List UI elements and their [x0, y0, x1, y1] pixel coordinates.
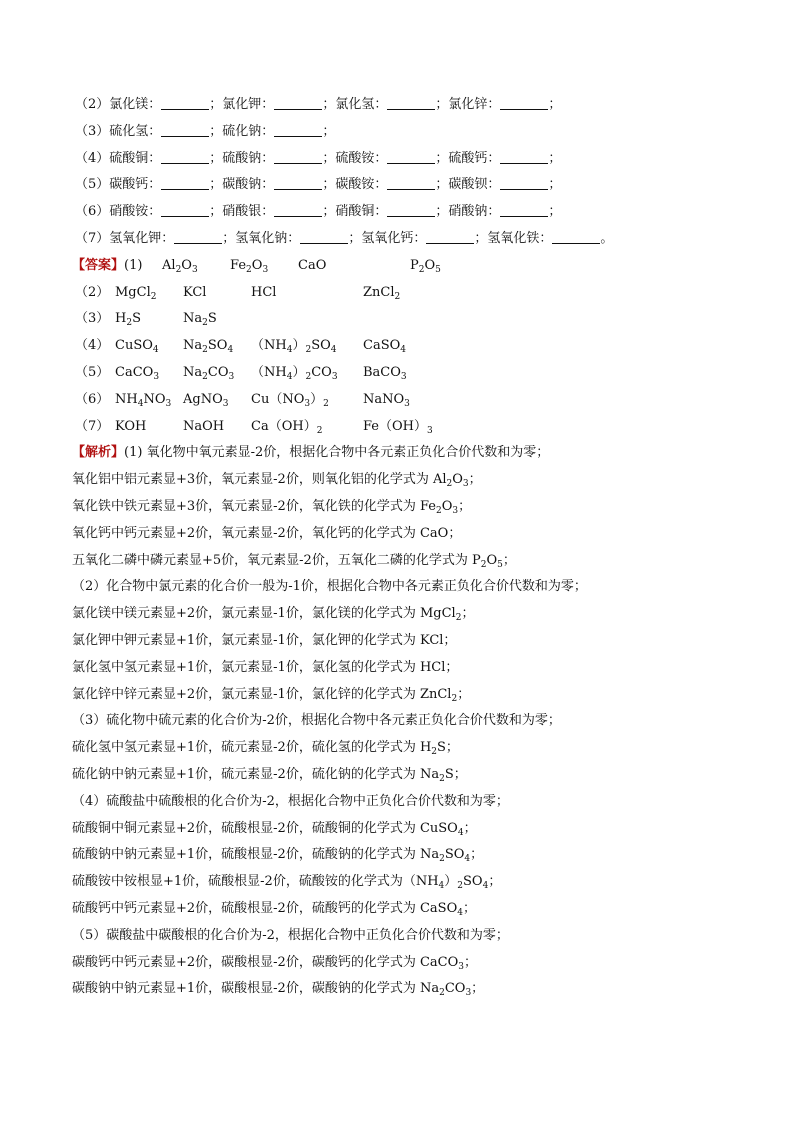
question-number: （5） [75, 177, 110, 193]
analysis-text: （3）硫化物中硫元素的化合价为-2价，根据化合物中各元素正负化合价代数和为零； [72, 713, 561, 729]
answer-blank[interactable] [274, 151, 322, 164]
answer-formula: HCl [251, 284, 277, 300]
question-label: ；硫酸铵： [322, 150, 388, 166]
analysis-line [72, 873, 501, 891]
analysis-line [72, 525, 461, 543]
answer-number: （5） [75, 365, 110, 380]
question-label: ；硫化钠： [209, 123, 275, 139]
analysis-line [72, 712, 561, 730]
analysis-text: 氯化锌中锌元素显+2价，氯元素显-1价，氯化锌的化学式为 ZnCl$_2$； [72, 686, 471, 704]
question-line [75, 176, 561, 194]
answer-blank[interactable] [300, 231, 348, 244]
answer-formula: $H_2S$ [115, 311, 141, 329]
question-number: （7） [75, 231, 110, 246]
analysis-text: （5）碳酸盐中碳酸根的化合价为-2，根据化合物中正负化合价代数和为零； [72, 927, 509, 943]
answer-blank[interactable] [426, 231, 474, 244]
analysis-text: 碳酸钙中钙元素显+2价，碳酸根显-2价，碳酸钙的化学式为 CaCO$_3$； [72, 954, 478, 972]
answer-formula: $Fe_2O_3$ [230, 257, 269, 275]
answer-formula: NaNO$_3$ [363, 391, 410, 409]
analysis-line [72, 954, 477, 972]
analysis-text: (1) 氧化物中氧元素显-2价，根据化合物中各元素正负化合价代数和为零； [124, 445, 550, 461]
analysis-text: 氯化氢中氢元素显+1价，氯元素显-1价，氯化氢的化学式为 HCl； [72, 659, 459, 675]
answer-formula: $Na_2SO_4$ [183, 338, 234, 356]
answer-formula: $(NH_4)_2SO_4$ [251, 338, 337, 356]
answer-formula: AgNO$_3$ [183, 391, 229, 409]
analysis-line [72, 820, 477, 838]
analysis-text: 氧化钙中钙元素显+2价，氧元素显-2价，氧化钙的化学式为 CaO； [72, 525, 462, 541]
answer-row [75, 337, 675, 355]
answer-formula: $P_2O_5$ [410, 257, 441, 275]
answer-blank[interactable] [500, 97, 548, 110]
question-line [75, 230, 613, 248]
analysis-text: （4）硫酸盐中硫酸根的化合价为-2，根据化合物中正负化合价代数和为零； [72, 793, 509, 809]
answer-formula: CaCO$_3$ [115, 365, 160, 382]
question-line [75, 203, 561, 221]
answer-formula: $Al_2O_3$ [162, 257, 198, 275]
answer-formula: CuSO$_4$ [115, 338, 159, 356]
answer-row [75, 310, 675, 328]
answer-formula: BaCO$_3$ [363, 365, 407, 382]
answer-number: (1) [124, 257, 143, 273]
question-label: 硫酸铜： [109, 150, 162, 166]
analysis-line [72, 846, 483, 864]
question-label: ； [322, 123, 336, 139]
answer-row [75, 364, 675, 382]
analysis-line [72, 739, 459, 757]
answer-row [72, 257, 672, 275]
answer-row [75, 284, 675, 302]
question-number: （4） [75, 150, 110, 166]
analysis-line [72, 578, 587, 596]
question-number: （3） [75, 123, 110, 139]
question-line [75, 123, 335, 141]
question-label: ；硫酸钙： [435, 150, 501, 166]
answer-formula: $(NH_4)_2CO_3$ [251, 365, 338, 382]
question-label: 硫化氢： [109, 123, 162, 139]
answer-blank[interactable] [274, 97, 322, 110]
answer-blank[interactable] [552, 231, 600, 244]
answer-formula: KCl [183, 284, 207, 300]
analysis-tag: 【解析】 [72, 445, 125, 461]
answer-formula: $Na_2CO_3$ [183, 365, 235, 382]
answer-tag: 【答案】 [72, 257, 125, 273]
answer-blank[interactable] [161, 97, 209, 110]
answer-row [75, 418, 675, 436]
question-label: ；氢氧化铁： [474, 231, 553, 246]
answer-formula: KOH [115, 418, 147, 434]
analysis-line [72, 498, 471, 516]
answer-formula: $Ca(OH)_2$ [251, 418, 323, 436]
answer-blank[interactable] [274, 177, 322, 190]
question-label: ；硫酸钠： [209, 150, 275, 166]
analysis-line [72, 659, 458, 677]
question-label: ；氢氧化钠： [222, 231, 301, 246]
analysis-line [72, 980, 484, 998]
question-label: ； [548, 204, 562, 220]
analysis-text: 氯化镁中镁元素显+2价，氯元素显-1价，氯化镁的化学式为 MgCl$_2$； [72, 606, 475, 624]
answer-row [75, 391, 675, 409]
analysis-text: 硫酸钠中钠元素显+1价，硫酸根显-2价，硫酸钠的化学式为 $Na_2SO_4$； [72, 847, 484, 865]
analysis-text: 硫酸铜中铜元素显+2价，硫酸根显-2价，硫酸铜的化学式为 CuSO$_4$； [72, 820, 477, 838]
analysis-line [72, 471, 482, 489]
answer-formula: MgCl$_2$ [115, 284, 157, 302]
answer-blank[interactable] [500, 204, 548, 217]
question-line [75, 96, 561, 114]
answer-formula: CaO [298, 257, 327, 273]
answer-blank[interactable] [500, 177, 548, 190]
answer-formula: $NH_4NO_3$ [115, 391, 172, 409]
answer-blank[interactable] [500, 151, 548, 164]
analysis-line [72, 766, 467, 784]
question-label: ；氢氧化钙： [348, 231, 427, 246]
analysis-line [72, 927, 509, 945]
analysis-line [72, 444, 549, 462]
answer-formula: NaOH [183, 418, 225, 434]
question-label: ； [548, 97, 562, 112]
analysis-line [72, 552, 516, 570]
analysis-text: 五氧化二磷中磷元素显+5价，氧元素显-2价，五氧化二磷的化学式为 $P_2O_5$； [72, 552, 516, 570]
answer-blank[interactable] [161, 124, 209, 137]
analysis-text: 氧化铁中铁元素显+3价，氧元素显-2价，氧化铁的化学式为 $Fe_2O_3$； [72, 499, 472, 516]
question-label: 硝酸铵： [109, 204, 162, 220]
analysis-line [72, 793, 509, 811]
question-label: ；氯化钾： [209, 97, 275, 112]
question-label: ；碳酸钠： [209, 177, 275, 193]
analysis-text: 硫化氢中氢元素显+1价，硫元素显-2价，硫化氢的化学式为 $H_2S$； [72, 740, 459, 758]
question-number: （6） [75, 204, 110, 220]
analysis-text: 碳酸钠中钠元素显+1价，碳酸根显-2价，碳酸钠的化学式为 $Na_2CO_3$； [72, 981, 485, 999]
question-label: ；硝酸银： [209, 204, 275, 220]
answer-formula: $Fe(OH)_3$ [363, 418, 433, 436]
question-label: ；氯化锌： [435, 97, 501, 112]
answer-blank[interactable] [161, 177, 209, 190]
analysis-text: 硫酸钙中钙元素显+2价，硫酸根显-2价，硫酸钙的化学式为 CaSO$_4$； [72, 901, 476, 918]
analysis-text: 硫酸铵中铵根显+1价，硫酸根显-2价，硫酸铵的化学式为$(NH_4)_2SO_4$； [72, 874, 502, 892]
question-label: 碳酸钙： [109, 177, 162, 193]
question-label: ； [548, 150, 562, 166]
question-label: ；硝酸铜： [322, 204, 388, 220]
answer-blank[interactable] [274, 124, 322, 137]
answer-number: （3） [75, 311, 110, 327]
question-number: （2） [75, 97, 110, 112]
analysis-line [72, 632, 456, 650]
question-label: ；硝酸钠： [435, 204, 501, 220]
question-label: 氯化镁： [109, 97, 162, 112]
analysis-text: （2）化合物中氯元素的化合价一般为-1价，根据化合物中各元素正负化合价代数和为零； [72, 579, 587, 595]
answer-blank[interactable] [174, 231, 222, 244]
answer-blank[interactable] [387, 97, 435, 110]
answer-number: （6） [75, 391, 110, 407]
answer-blank[interactable] [161, 204, 209, 217]
analysis-text: 硫化钠中钠元素显+1价，硫元素显-2价，硫化钠的化学式为 $Na_2S$； [72, 767, 467, 784]
question-label: ；氯化氢： [322, 97, 388, 112]
answer-formula: $Na_2S$ [183, 311, 217, 329]
answer-formula: CaSO$_4$ [363, 338, 406, 356]
answer-blank[interactable] [387, 177, 435, 190]
answer-blank[interactable] [274, 204, 322, 217]
question-label: ；碳酸钡： [435, 177, 501, 193]
answer-formula: ZnCl$_2$ [363, 284, 401, 302]
analysis-line [72, 605, 474, 623]
answer-blank[interactable] [387, 204, 435, 217]
analysis-line [72, 900, 476, 918]
question-label: 。 [600, 231, 614, 246]
answer-formula: $Cu(NO_3)_2$ [251, 391, 329, 409]
answer-blank[interactable] [387, 151, 435, 164]
question-label: ；碳酸铵： [322, 177, 388, 193]
answer-number: （7） [75, 418, 110, 434]
question-label: 氢氧化钾： [109, 231, 175, 246]
answer-number: （4） [75, 338, 110, 354]
analysis-line [72, 686, 470, 704]
question-label: ； [548, 177, 562, 193]
answer-number: （2） [75, 284, 110, 300]
question-line [75, 150, 561, 168]
analysis-text: 氧化铝中铝元素显+3价，氧元素显-2价，则氧化铝的化学式为 $Al_2O_3$； [72, 472, 482, 490]
analysis-text: 氯化钾中钾元素显+1价，氯元素显-1价，氯化钾的化学式为 KCl； [72, 633, 457, 648]
answer-blank[interactable] [161, 151, 209, 164]
